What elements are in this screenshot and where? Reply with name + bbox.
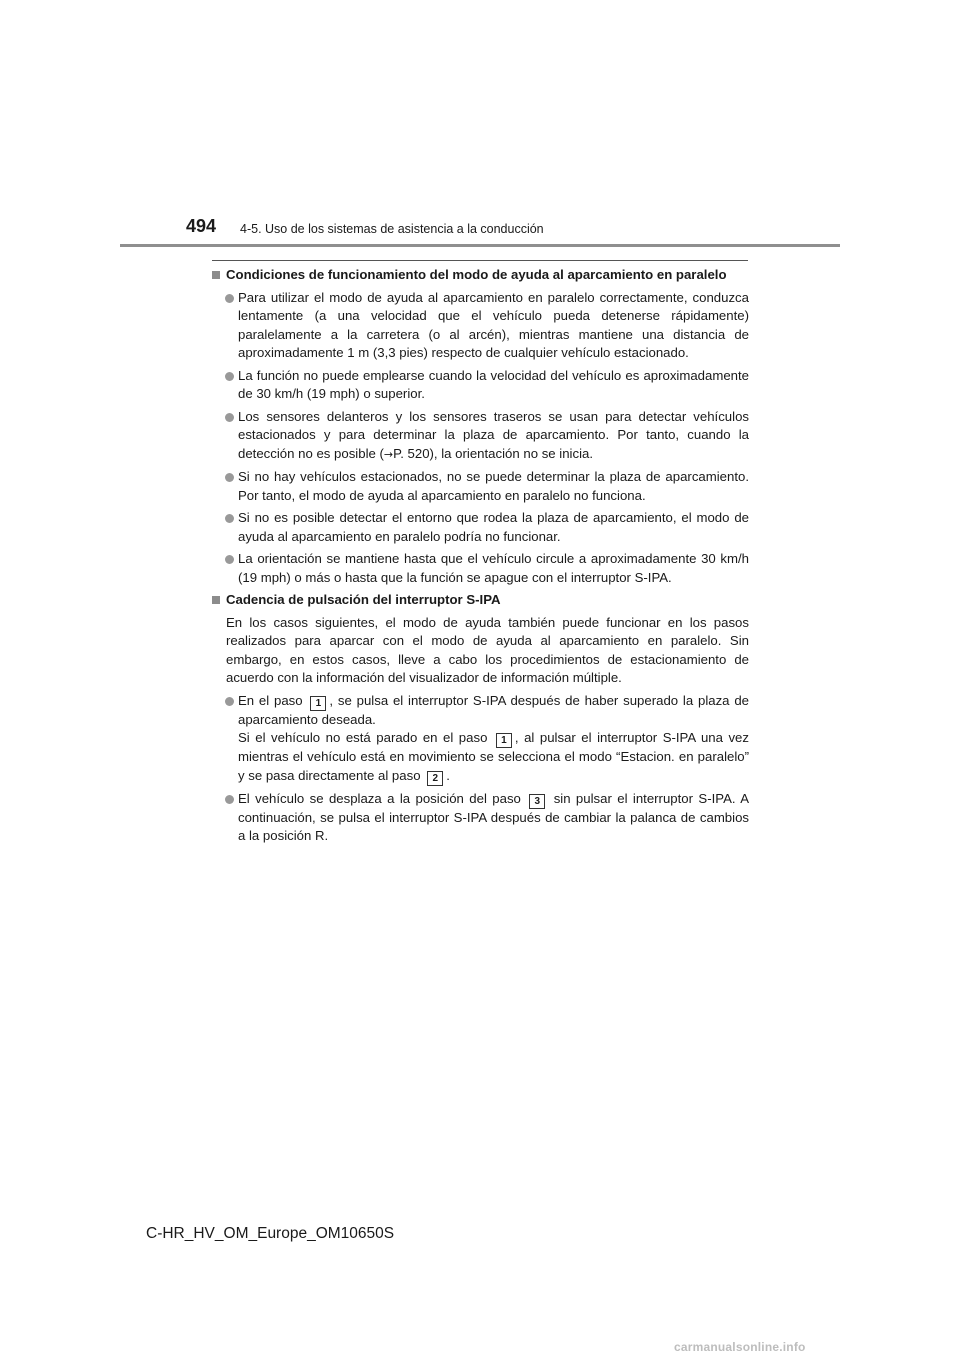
list-item-text: La función no puede emplearse cuando la velocidad del vehículo es aproximadamente de 30 km/h (19 mph) o superior. xyxy=(238,367,749,401)
page-reference-link[interactable]: P. 520), la orientación no se inicia. xyxy=(393,445,594,461)
circle-bullet-icon xyxy=(225,697,234,706)
circle-bullet-icon xyxy=(225,555,234,564)
section-title: 4-5. Uso de los sistemas de asistencia a la conducción xyxy=(240,222,544,236)
circle-bullet-icon xyxy=(225,372,234,381)
circle-bullet-icon xyxy=(225,514,234,523)
list-item xyxy=(212,408,749,465)
header-divider xyxy=(120,244,840,247)
section-heading-parallel-conditions xyxy=(212,266,749,285)
list-item-text: En el paso xyxy=(238,692,303,708)
step-1-badge: 1 xyxy=(310,696,326,711)
list-item-text: Si no hay vehículos estacionados, no se puede determinar la plaza de aparcamiento. Por tanto, el modo de ayuda al aparcamiento en paralelo no funciona. xyxy=(238,469,749,503)
list-item xyxy=(212,468,749,505)
list-item xyxy=(212,550,749,587)
page-content xyxy=(212,266,749,850)
list-item xyxy=(212,692,749,786)
step-3-badge: 3 xyxy=(529,794,545,809)
circle-bullet-icon xyxy=(225,795,234,804)
heading-text: Condiciones de funcionamiento del modo de ayuda al aparcamiento en paralelo xyxy=(226,267,727,282)
section-heading-sipa-timing xyxy=(212,591,749,610)
list-item xyxy=(212,509,749,546)
page-number: 494 xyxy=(186,216,217,236)
list-item-text: , se pulsa el interruptor S-IPA después de haber superado la plaza de aparcamiento deseada. xyxy=(238,692,749,727)
content-divider xyxy=(212,260,748,261)
list-item-text: . xyxy=(446,767,450,783)
list-item-text: sin pulsar el interruptor S-IPA. A continuación, se pulsa el interruptor S-IPA después de cambiar la palanca de cambios a la posición R. xyxy=(238,790,749,843)
list-item-text: La orientación se mantiene hasta que el vehículo circule a aproximadamente 30 km/h (19 mph) o más o hasta que la función se apague con el interruptor S-IPA. xyxy=(238,551,749,585)
intro-paragraph: En los casos siguientes, el modo de ayuda también puede funcionar en los pasos realizados para aparcar con el modo de ayuda al aparcamiento en paralelo. Sin embargo, en estos casos, lleve a cabo los procedimientos de estacionamiento de acuerdo con la información del visualizador de información múltiple. xyxy=(226,614,749,685)
square-bullet-icon xyxy=(212,271,220,279)
arrow-icon: → xyxy=(383,447,394,461)
list-item-text: Para utilizar el modo de ayuda al aparcamiento en paralelo correctamente, conduzca lentamente (a una velocidad que el vehículo pueda detenerse rápidamente) paralelamente a la carretera (o al arcén), mientras mantiene una distancia de aproximadamente 1 m (3,3 pies) respecto de cualquier vehículo estacionado. xyxy=(238,289,749,360)
list-item xyxy=(212,790,749,846)
document-code: C-HR_HV_OM_Europe_OM10650S xyxy=(146,1225,395,1242)
list-item-text: El vehículo se desplaza a la posición del paso xyxy=(238,790,521,806)
watermark: carmanualsonline.info xyxy=(674,1340,806,1354)
list-item xyxy=(212,367,749,404)
circle-bullet-icon xyxy=(225,473,234,482)
step-1-badge: 1 xyxy=(496,733,512,748)
heading-text: Cadencia de pulsación del interruptor S-IPA xyxy=(226,592,501,607)
list-item-text: Los sensores delanteros y los sensores traseros se usan para detectar vehículos estacionados y para determinar la plaza de aparcamiento. Por tanto, cuando la detección no es posible ( xyxy=(238,408,749,461)
list-item-text: Si el vehículo no está parado en el paso xyxy=(238,730,488,745)
circle-bullet-icon xyxy=(225,294,234,303)
circle-bullet-icon xyxy=(225,413,234,422)
list-item xyxy=(212,289,749,363)
square-bullet-icon xyxy=(212,596,220,604)
step-2-badge: 2 xyxy=(427,771,443,786)
list-item-text: Si no es posible detectar el entorno que rodea la plaza de aparcamiento, el modo de ayuda al aparcamiento en paralelo podría no funcionar. xyxy=(238,510,749,544)
list-item-text: , al pulsar el interruptor S-IPA una vez mientras el vehículo está en movimiento se selecciona el modo “Estacion. en paralelo” y se pasa directamente al paso xyxy=(238,730,749,783)
